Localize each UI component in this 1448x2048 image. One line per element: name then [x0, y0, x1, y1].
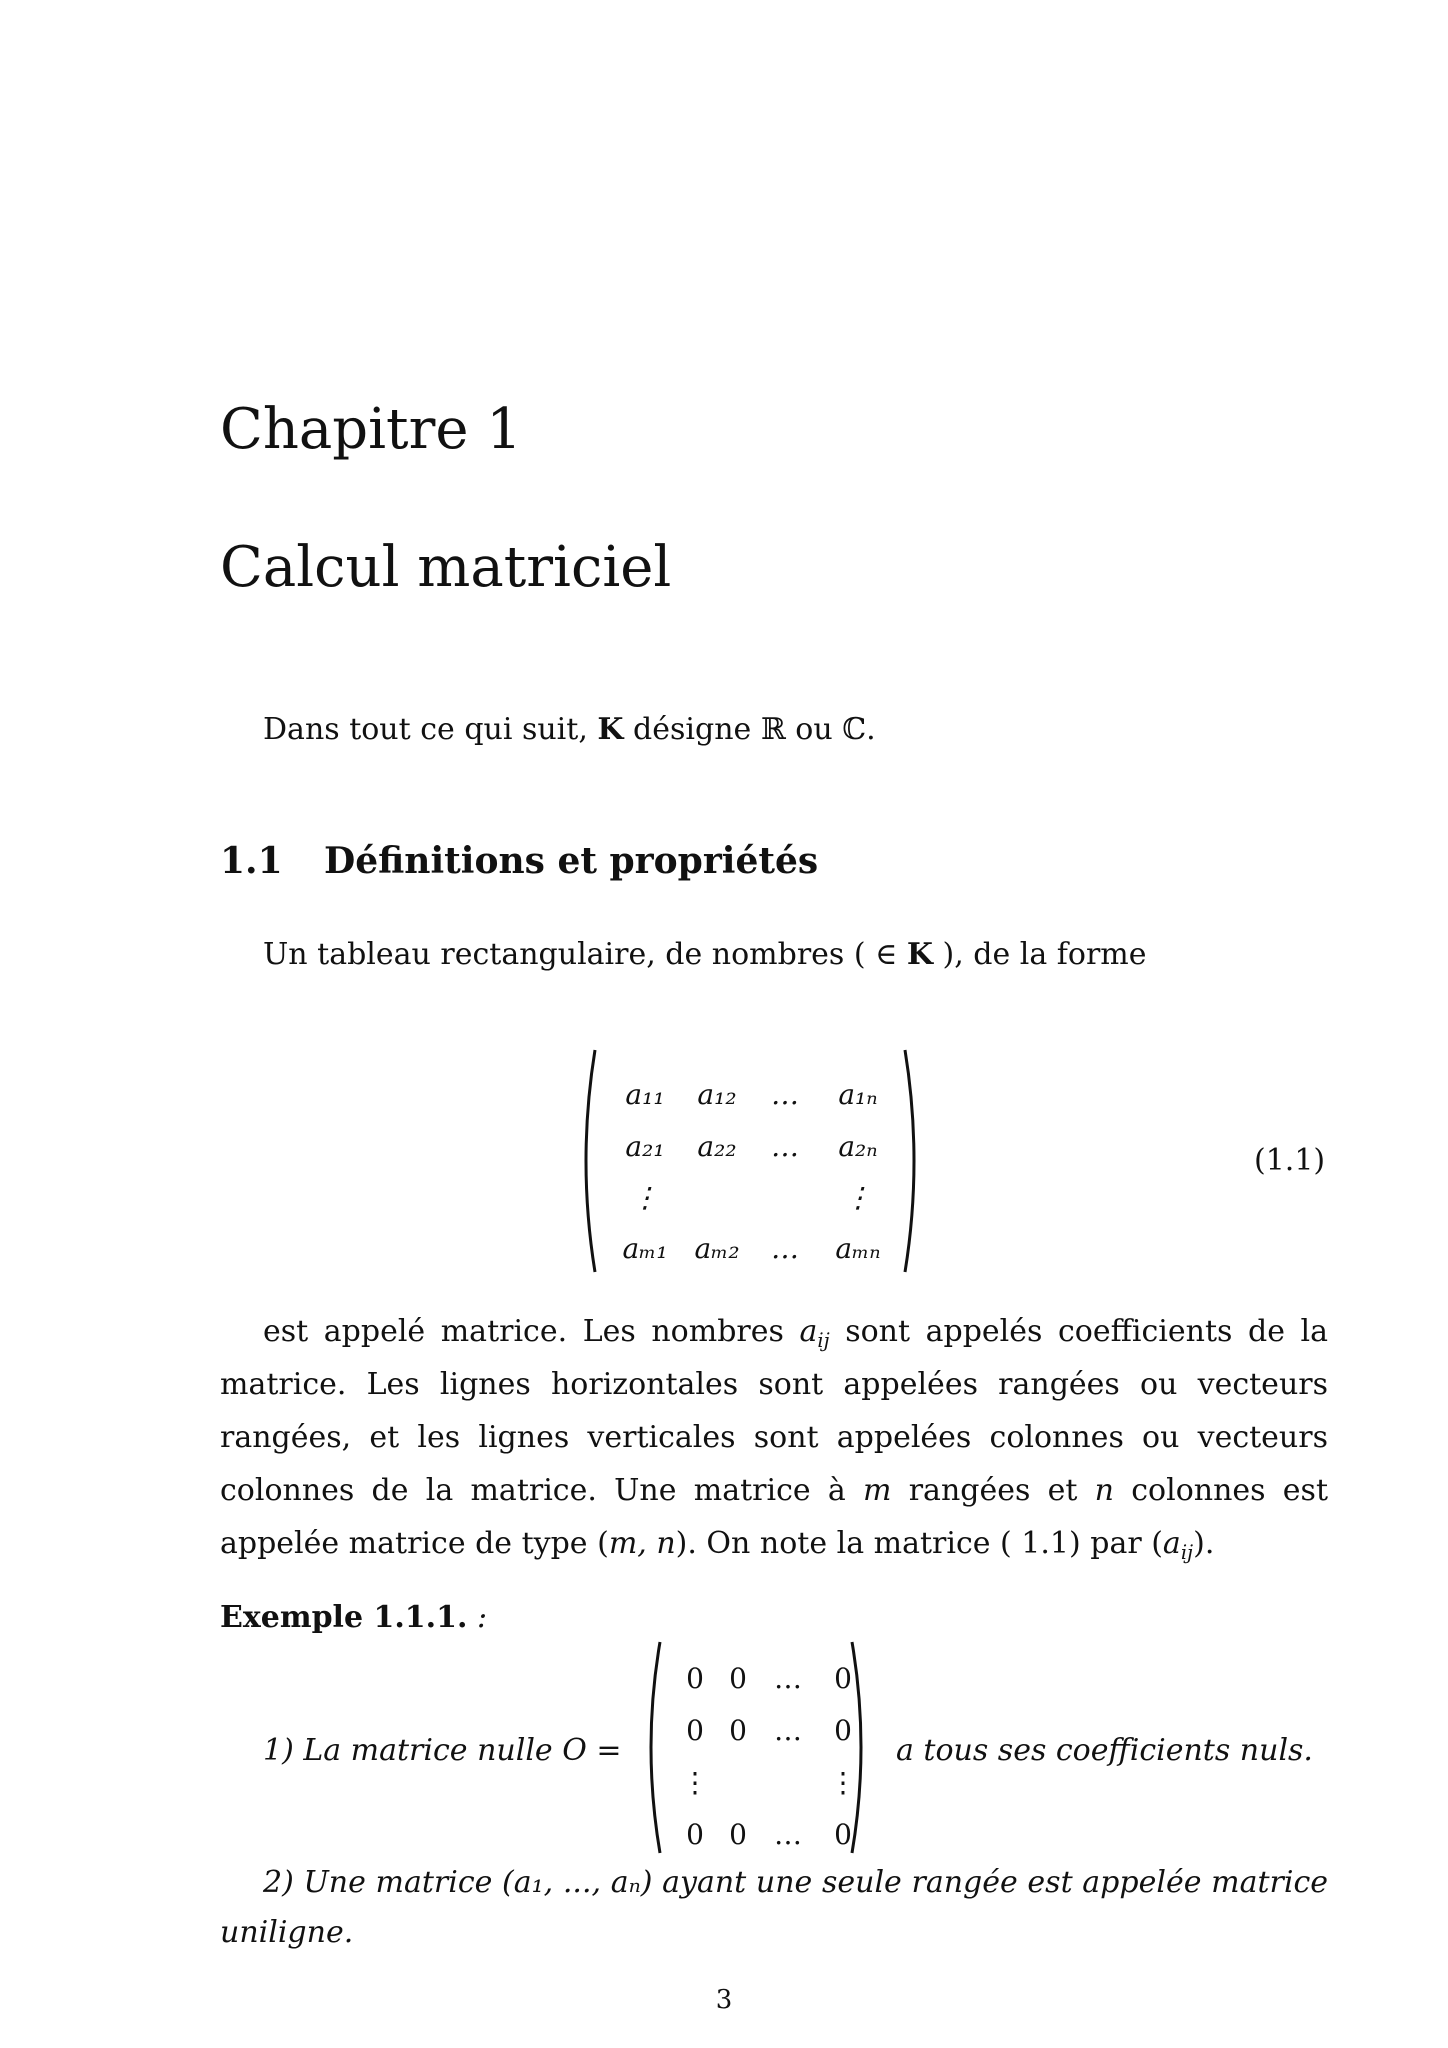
example-label: [220, 1600, 487, 1635]
reals-symbol: ℝ: [760, 712, 786, 747]
field-symbol: K: [597, 712, 624, 747]
matrix-cell: …: [774, 1817, 802, 1851]
zero-matrix-grid: [672, 1652, 868, 1860]
right-parenthesis: [901, 1048, 925, 1274]
matrix-cell: aₘ₁: [622, 1231, 668, 1265]
matrix-cell: ⋮: [844, 1180, 872, 1214]
matrix-cell: 0: [686, 1713, 704, 1747]
text: 2) Une matrice (: [263, 1865, 514, 1900]
text: est appelé matrice. Les nombres: [263, 1314, 800, 1349]
subscript: ij: [1180, 1540, 1194, 1564]
text: sont appelés coefficients de la matrice. Les lignes horizontales sont appelées rangées ou vecteurs rangées, et les lignes verticales sont appelées colonnes ou vecteurs colonnes de la matrice. Une matrice à: [220, 1314, 1328, 1508]
matrix-intro-text: Un tableau rectangulaire, de nombres (: [263, 937, 876, 972]
left-parenthesis: [575, 1048, 599, 1274]
section-heading: [220, 838, 818, 884]
type-symbol: m, n: [608, 1526, 676, 1561]
definition-paragraph: [220, 1305, 1328, 1570]
element-of-symbol: ∈: [875, 937, 898, 972]
page-number: 3: [715, 1985, 733, 2015]
matrix-cell: 0: [834, 1817, 852, 1851]
matrix-cell: a₁₂: [697, 1077, 737, 1111]
text: colonnes est appelée matrice de type (: [220, 1473, 1329, 1561]
matrix-cell: 0: [686, 1817, 704, 1851]
example-colon: :: [467, 1600, 488, 1635]
matrix-cell: a₁ₙ: [838, 1077, 878, 1111]
var: a: [799, 1314, 818, 1349]
matrix-intro-paragraph: [263, 935, 1146, 975]
example-item-1-text: 1) La matrice nulle O =: [263, 1733, 622, 1768]
intro-text: Dans tout ce qui suit,: [263, 712, 598, 747]
general-matrix: [575, 1048, 925, 1274]
complex-symbol: ℂ: [842, 712, 867, 747]
matrix-cell: a₁₁: [625, 1077, 665, 1111]
text: ). On note la matrice ( 1.1) par (: [675, 1526, 1163, 1561]
notation-symbol: [1162, 1526, 1194, 1564]
matrix-cell: ⋮: [829, 1765, 857, 1799]
coefficient-symbol: [799, 1314, 830, 1352]
example-item-2: [220, 1858, 1328, 1958]
matrix-intro-text-after: ), de la forme: [932, 937, 1147, 972]
example-item-1-tail: a tous ses coefficients nuls.: [896, 1733, 1313, 1768]
field-symbol: K: [906, 937, 933, 972]
matrix-cell: 0: [729, 1713, 747, 1747]
matrix-cell: …: [774, 1661, 802, 1695]
matrix-cell: 0: [834, 1661, 852, 1695]
matrix-cell: …: [774, 1713, 802, 1747]
m-symbol: m: [863, 1473, 892, 1508]
example-title: Exemple 1.1.1.: [220, 1600, 468, 1635]
intro-paragraph: [263, 710, 876, 750]
row-vector: a₁, ..., aₙ: [513, 1865, 641, 1900]
matrix-cell: …: [771, 1077, 799, 1111]
matrix-cell: 0: [686, 1661, 704, 1695]
text: rangées et: [891, 1473, 1095, 1508]
matrix-cell: a₂₁: [625, 1129, 665, 1163]
intro-text-middle: désigne: [623, 712, 761, 747]
matrix-cell: a₂₂: [697, 1129, 737, 1163]
matrix-cell: a₂ₙ: [838, 1129, 878, 1163]
equation-number: (1.1): [1254, 1143, 1326, 1178]
matrix-cell: 0: [834, 1713, 852, 1747]
n-symbol: n: [1094, 1473, 1114, 1508]
zero-matrix: [640, 1640, 872, 1855]
right-parenthesis: [848, 1640, 872, 1855]
matrix-cell: aₘ₂: [694, 1231, 740, 1265]
left-parenthesis: [640, 1640, 664, 1855]
section-title: Définitions et propriétés: [324, 840, 819, 882]
subscript: ij: [817, 1328, 830, 1352]
text: ).: [1193, 1526, 1215, 1561]
matrix-cell: aₘₙ: [835, 1231, 881, 1265]
matrix-cell: ⋮: [681, 1765, 709, 1799]
matrix-cell: …: [771, 1231, 799, 1265]
matrix-cell: …: [771, 1129, 799, 1163]
section-number: 1.1: [220, 840, 283, 882]
chapter-label: Chapitre 1: [220, 397, 522, 462]
matrix-cell: 0: [729, 1817, 747, 1851]
general-matrix-grid: [609, 1068, 899, 1274]
matrix-cell: 0: [729, 1661, 747, 1695]
var: a: [1162, 1526, 1181, 1561]
chapter-title: Calcul matriciel: [220, 535, 672, 600]
matrix-cell: ⋮: [631, 1180, 659, 1214]
text: ) ayant une seule rangée est appelée matrice unilignе.: [220, 1865, 1329, 1950]
intro-text-end: .: [866, 712, 876, 747]
intro-text-or: ou: [785, 712, 843, 747]
